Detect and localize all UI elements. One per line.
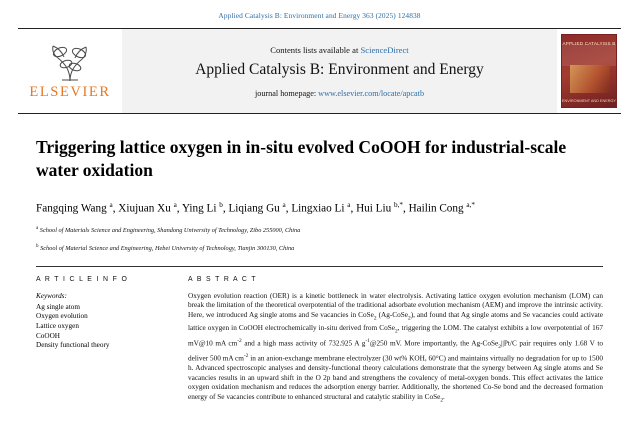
elsevier-wordmark: ELSEVIER — [29, 84, 111, 100]
cover-band — [562, 44, 616, 66]
journal-cover-image — [561, 34, 617, 108]
journal-masthead — [18, 28, 621, 114]
journal-title: Applied Catalysis B: Environment and Energy — [195, 60, 484, 78]
homepage-line — [255, 89, 424, 98]
info-abstract-columns — [36, 276, 603, 406]
abstract-column — [188, 276, 603, 406]
article-info-column — [36, 276, 168, 406]
author-list: Fangqing Wang $^a$, Xiujuan Xu $^a$, Ying Li $^b$, Liqiang Gu $^a$, Lingxiao Li $^a$, Hui Liu $^{b,*}$, Hailin Cong $^{a,*}$ — [36, 201, 475, 215]
affiliation-a: $^a$ School of Materials Science and Engineering, Shandong University of Technology, Zibo 255000, China — [36, 225, 301, 234]
cover-artwork — [570, 65, 610, 93]
divider — [36, 266, 603, 267]
masthead-center — [122, 29, 557, 113]
keyword-item: CoOOH — [36, 331, 60, 340]
contents-prefix: Contents lists available at — [270, 44, 361, 55]
running-head: Applied Catalysis B: Environment and Energy 363 (2025) 124838 — [218, 11, 421, 20]
abstract-text: Oxygen evolution reaction (OER) is a kinetic bottleneck in water electrolysis. Activating lattice oxygen evolution mechanism (LOM) can break the limitation of the theoretical overpotential of the traditional adsorbate evolution mechanism (AEM) and improve the intrinsic activity. Here, we introduced Ag single atoms and Se vacancies in CoSe$_2$ (Ag-CoSe$_2$), and found that Ag single atoms and Se vacancies could activate lattice oxygen in CoOOH electrochemically in-situ derived from CoSe$_2$, triggering the LOM. The catalyst exhibits a low overpotential of 167 mV@10 mA $cm^{-2}$ and a high mass activity of 732.925 A $g^{-1}@250$ mV. More importantly, the Ag-CoSe$_2$||Pt/C pair requires only 1.68 V to deliver 500 mA $cm^{-2}$ in an anion-exchange membrane electrolyzer (30 wt% KOH, 60°C) and maintains virtually no degradation for up to 1500 h. Advanced spectroscopic analyses and density-functional theory calculations demonstrate that the synergy between Ag single atoms and Se vacancies results in an upward shift in the O 2p band and strengthens the covalency of metal-oxygen bonds. This effect activates the lattice oxygen oxidation mechanism and reduces the adsorption energy barrier. Additionally, the shortened Co-Se bond and the decreased formation energy of Se vacancies contribute to enhanced structural and catalytic stability in CoSe$_2$. — [188, 291, 604, 404]
keyword-item: Lattice oxygen — [36, 321, 79, 330]
article-info-heading: A R T I C L E I N F O — [36, 275, 129, 283]
keywords-label: Keywords: — [36, 291, 67, 300]
journal-cover — [557, 29, 621, 113]
keyword-item: Oxygen evolution — [36, 312, 88, 321]
cover-title: APPLIED CATALYSIS B — [562, 41, 616, 46]
contents-line — [270, 45, 408, 55]
elsevier-tree-icon — [42, 39, 98, 83]
homepage-prefix: journal homepage: — [254, 88, 319, 98]
cover-subtitle: ENVIRONMENT AND ENERGY — [562, 99, 616, 103]
cover-title-text — [562, 41, 616, 47]
keyword-item: Density functional theory — [36, 341, 110, 350]
elsevier-logo — [18, 29, 122, 113]
journal-homepage-link[interactable]: www.elsevier.com/locate/apcatb — [318, 88, 425, 98]
keyword-item: Ag single atom — [36, 302, 80, 311]
sciencedirect-link[interactable]: ScienceDirect — [360, 44, 409, 55]
affiliation-b: $^b$ School of Material Science and Engineering, Hebei University of Technology, Tianjin 300130, China — [36, 244, 295, 253]
abstract-heading: A B S T R A C T — [188, 275, 257, 283]
page-title: Triggering lattice oxygen in in-situ evolved CoOOH for industrial-scale water oxidation — [36, 137, 567, 180]
